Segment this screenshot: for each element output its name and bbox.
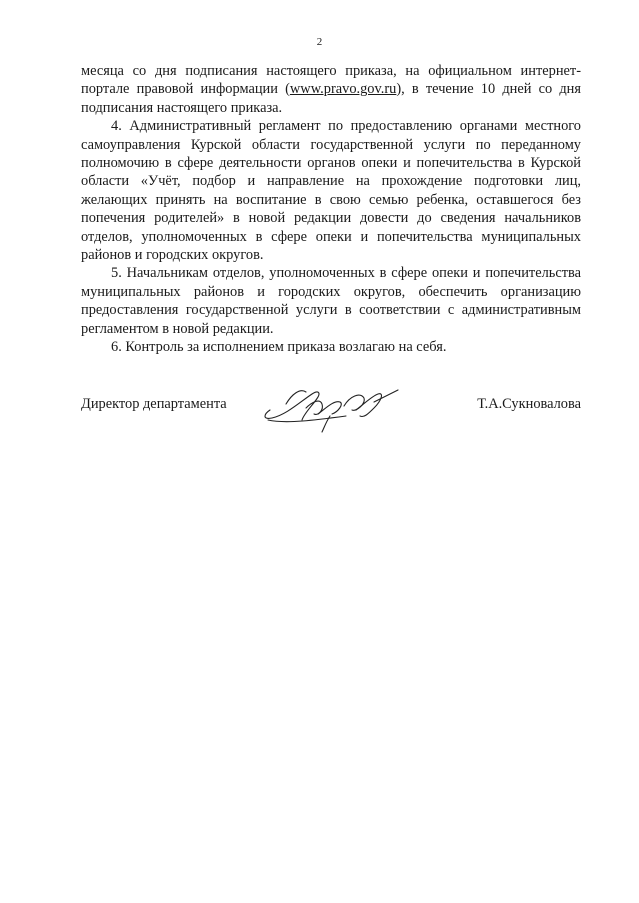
paragraph-5: 5. Начальникам отделов, уполномоченных в сфере опеки и попечительства муниципальных районов и городских округов, обеспечить организацию предоставления государственной услуги в соответствии с административным регламентом в новой редакции. — [81, 265, 581, 337]
page-number: 2 — [316, 36, 323, 48]
handwritten-signature-icon — [256, 380, 406, 435]
paragraph-4: 4. Административный регламент по предоставлению органами местного самоуправления Курской области государственной услуги по переданному полномочию в сфере деятельности органов опеки и попечительства в Курской области «Учёт, подбор и направление на прохождение подготовки лиц, желающих принять на воспитание в свою семью ребенка, оставшегося без попечения родителей» в новой редакции довести до сведения начальников отделов, уполномоченных в сфере опеки и попечительства муниципальных районов и городских округов. — [81, 118, 581, 264]
signer-position: Директор департамента — [81, 396, 227, 412]
paragraph-6: 6. Контроль за исполнением приказа возлагаю на себя. — [111, 339, 447, 356]
signature-block — [81, 380, 581, 440]
paragraph-continuation-tail: ), в течение 10 дней со дня подписания настоящего приказа. — [81, 81, 581, 116]
pravo-gov-link[interactable]: www.pravo.gov.ru — [289, 81, 397, 98]
signer-name: Т.А.Сукновалова — [477, 396, 581, 412]
paragraph-continuation-text: месяца со дня подписания настоящего приказа, на официальном интернет-портале правовой информации ( — [81, 63, 581, 98]
paragraph-continuation — [81, 62, 581, 117]
document-body — [81, 62, 581, 357]
